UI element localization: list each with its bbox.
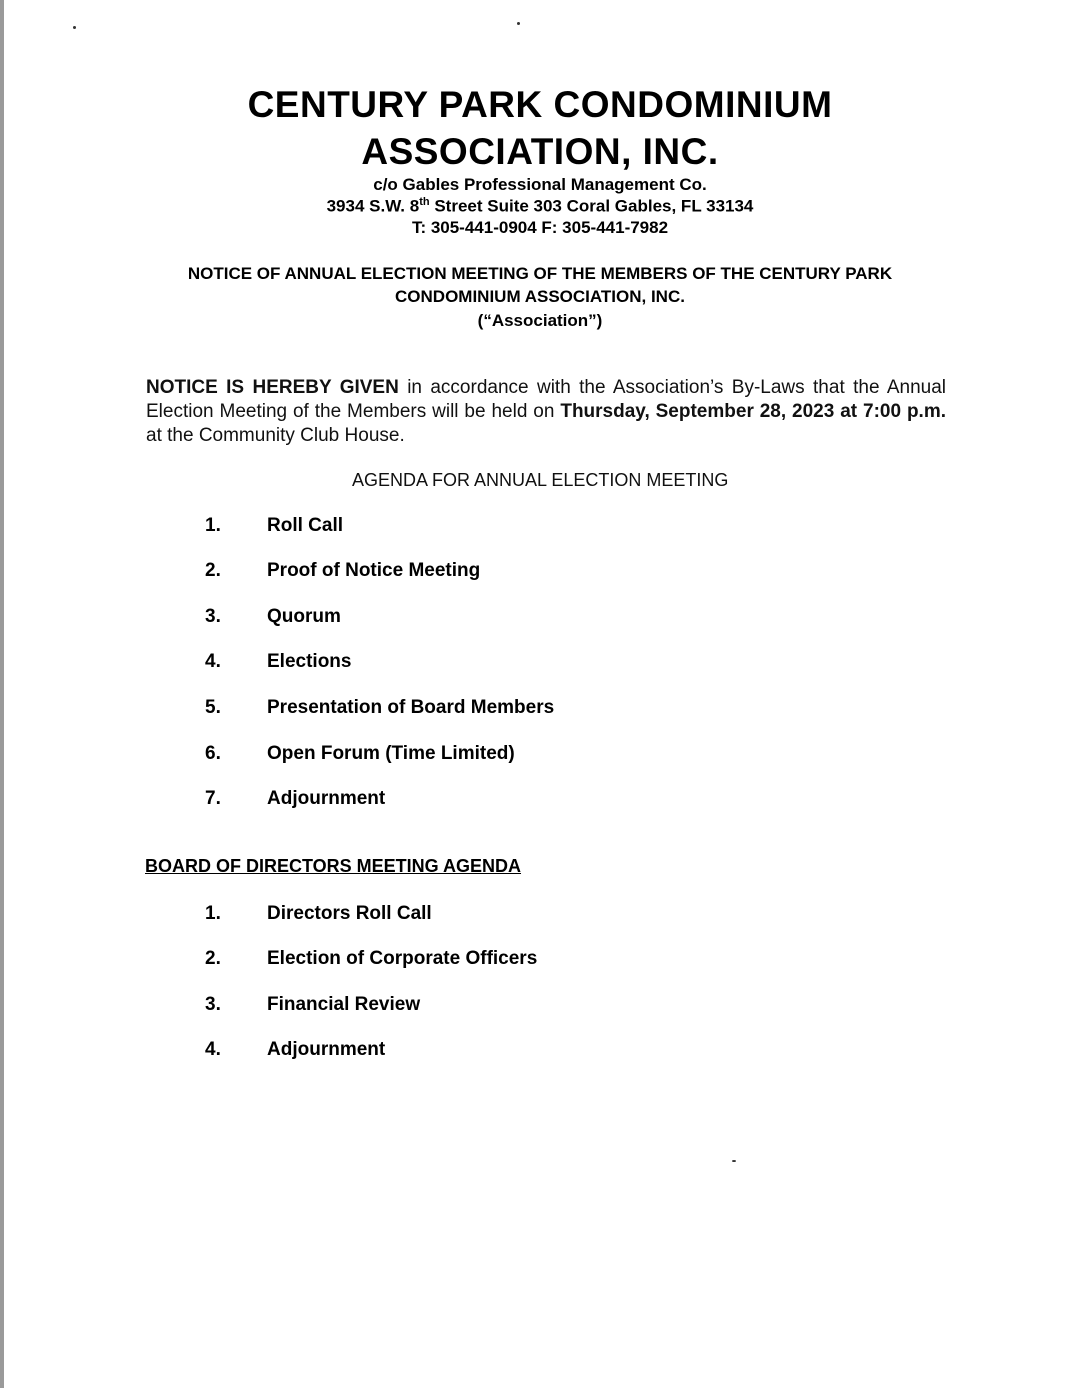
agenda-item-label: Presentation of Board Members: [267, 697, 555, 718]
notice-heading-line3: (“Association”): [477, 311, 603, 330]
address-line: [0, 196, 1080, 217]
agenda-item-number: 6.: [205, 743, 221, 764]
notice-paragraph: [146, 376, 946, 448]
association-name-line2: ASSOCIATION, INC.: [361, 131, 719, 172]
agenda-item-label: Proof of Notice Meeting: [267, 560, 481, 581]
agenda-item-number: 4.: [205, 651, 221, 672]
agenda-item-label: Adjournment: [267, 788, 386, 809]
agenda-item-label: Roll Call: [267, 515, 344, 536]
notice-text2: at the Community Club House.: [146, 425, 405, 446]
agenda-item-label: Elections: [267, 651, 352, 672]
agenda-item-number: 2.: [205, 948, 221, 969]
scan-speck: [517, 22, 520, 25]
agenda-item-number: 1.: [205, 903, 221, 924]
agenda-item-number: 5.: [205, 697, 221, 718]
agenda-item-number: 1.: [205, 515, 221, 536]
agenda-item-number: 4.: [205, 1039, 221, 1060]
agenda-item-label: Directors Roll Call: [267, 903, 432, 924]
agenda-item-label: Financial Review: [267, 994, 421, 1015]
address-sup: th: [419, 196, 430, 208]
agenda-item-number: 7.: [205, 788, 221, 809]
scan-speck: [732, 1160, 736, 1162]
meeting-date: Thursday, September 28, 2023 at 7:00 p.m.: [560, 401, 947, 422]
agenda-item-number: 2.: [205, 560, 221, 581]
notice-text1: in accordance with the Association’s By-Laws that the Annual Election Meeting of the Members will be held on: [146, 377, 946, 422]
board-agenda-title: BOARD OF DIRECTORS MEETING AGENDA: [145, 856, 522, 876]
notice-heading-line1: NOTICE OF ANNUAL ELECTION MEETING OF THE MEMBERS OF THE CENTURY PARK: [187, 264, 893, 283]
annual-agenda-title: AGENDA FOR ANNUAL ELECTION MEETING: [352, 470, 729, 490]
address-post: Street Suite 303 Coral Gables, FL 33134: [429, 196, 754, 216]
agenda-item-number: 3.: [205, 994, 221, 1015]
agenda-item-label: Election of Corporate Officers: [267, 948, 538, 969]
care-of-line: c/o Gables Professional Management Co.: [373, 175, 707, 194]
address-pre: 3934 S.W. 8: [326, 196, 420, 216]
agenda-item-label: Quorum: [267, 606, 341, 627]
notice-heading-line2: CONDOMINIUM ASSOCIATION, INC.: [395, 287, 685, 306]
scan-speck: [73, 26, 76, 29]
notice-lead: NOTICE IS HEREBY GIVEN: [146, 377, 399, 398]
agenda-item-label: Adjournment: [267, 1039, 386, 1060]
agenda-item-label: Open Forum (Time Limited): [267, 743, 515, 764]
agenda-item-number: 3.: [205, 606, 221, 627]
association-name-line1: CENTURY PARK CONDOMINIUM: [247, 84, 833, 125]
phone-line: T: 305-441-0904 F: 305-441-7982: [411, 218, 669, 237]
